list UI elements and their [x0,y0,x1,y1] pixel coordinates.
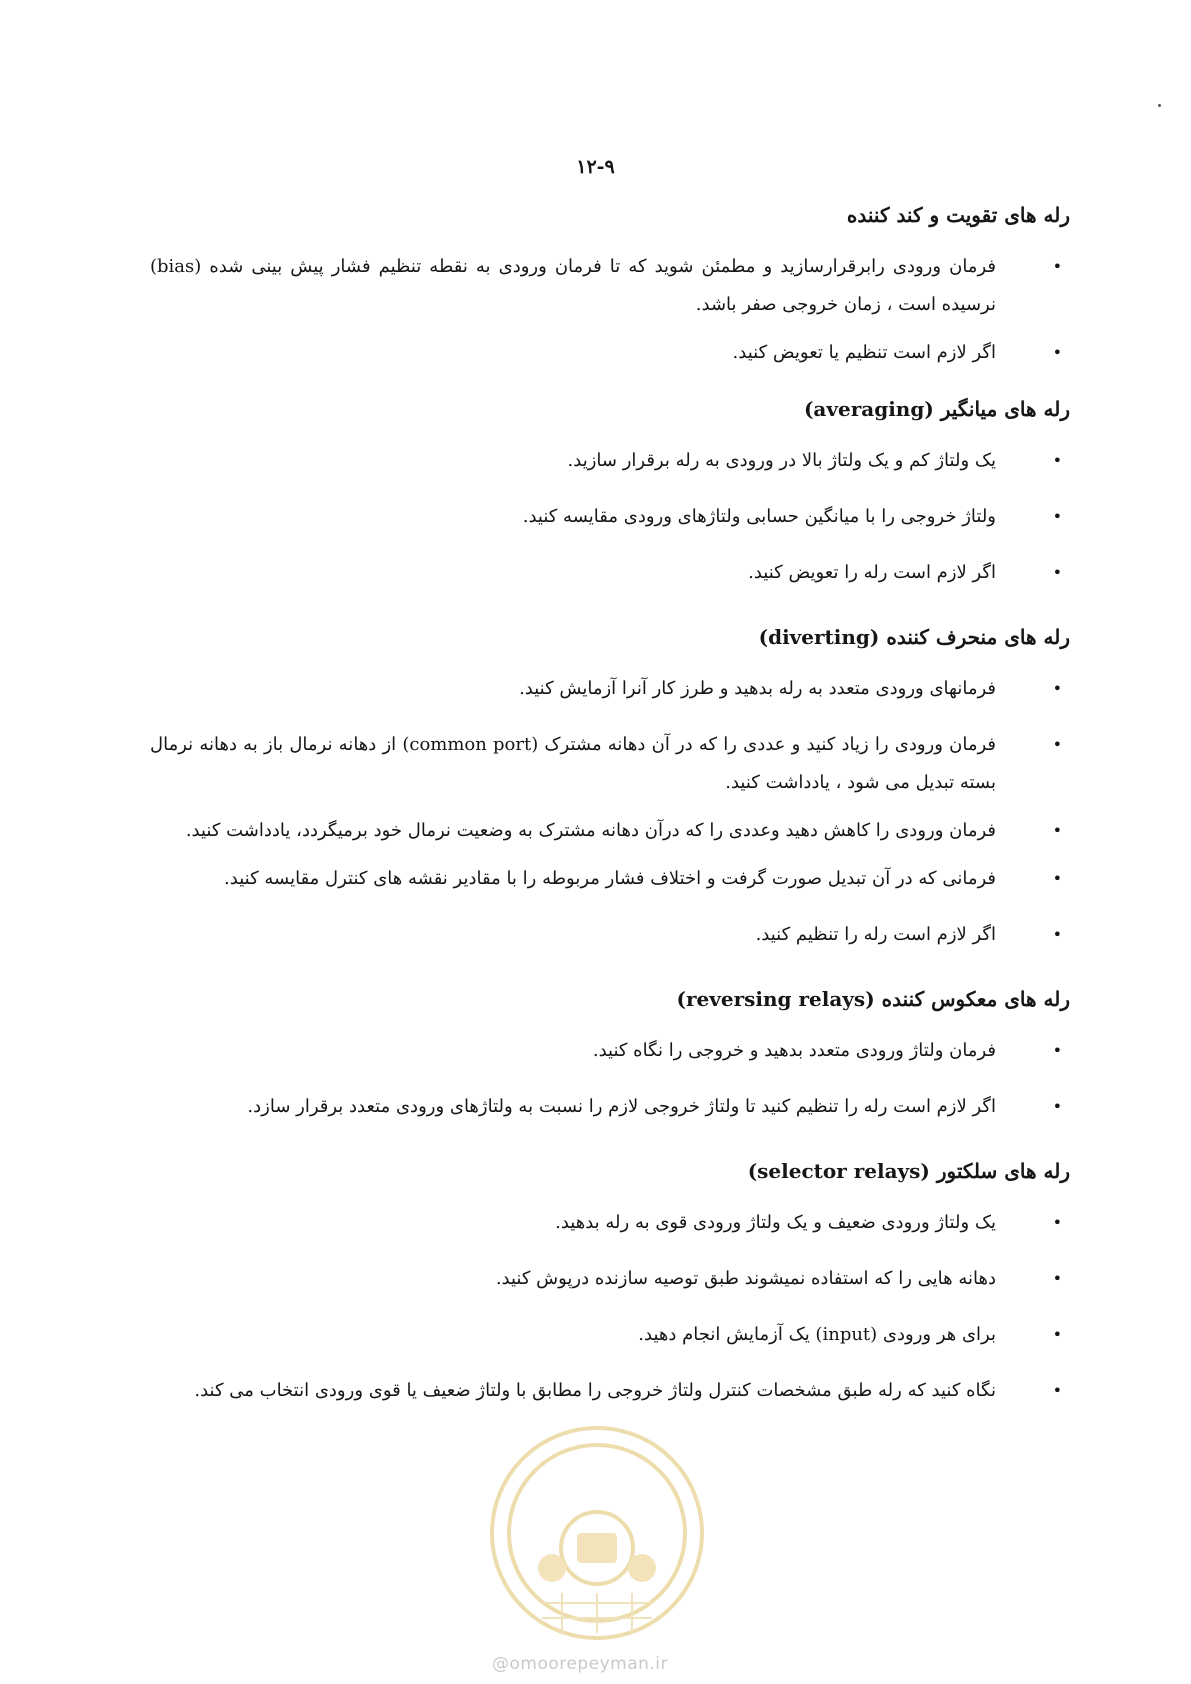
bullet-icon: • [1052,1097,1062,1116]
list-item-text: فرمانی که در آن تبدیل صورت گرفت و اختلاف فشار مربوطه را با مقادیر نقشه های کنترل مقایسه کنید. [224,868,996,889]
section [150,1156,1070,1410]
bullet-icon: • [1052,1213,1062,1232]
bullet-icon: • [1052,1269,1062,1288]
list-item [150,498,1070,536]
section [150,622,1070,954]
page-speck [1158,104,1161,107]
bullet-icon: • [1052,925,1062,944]
list-item [150,1032,1070,1070]
list-item [150,812,1070,850]
bullet-icon: • [1052,451,1062,470]
section-heading: رله های تقویت و کند کننده [846,203,1070,227]
list-item [150,248,1070,324]
bullet-list [150,670,1070,954]
watermark-url [492,1654,668,1674]
list-item [150,860,1070,898]
bullet-icon: • [1052,563,1062,582]
list-item-text: اگر لازم است رله را تنظیم کنید. [755,924,996,945]
list-item [150,726,1070,802]
list-item [150,1088,1070,1126]
section [150,200,1070,372]
bullet-list [150,248,1070,372]
watermark-logo [482,1418,712,1648]
bullet-list [150,1204,1070,1410]
list-item-text: فرمان ورودی را زیاد کنید و عددی را که در آن دهانه مشترک (common port) از دهانه نرمال باز به دهانه نرمال بسته تبدیل می شود ، یادداشت کنید. [150,734,996,793]
section-heading: رله های میانگیر (averaging) [803,397,1070,421]
list-item-text: اگر لازم است رله را تعویض کنید. [748,562,996,583]
list-item-text: اگر لازم است تنظیم یا تعویض کنید. [732,342,996,363]
watermark-url-text: omoorepeyman.ir [509,1654,669,1674]
bullet-icon: • [1052,257,1062,276]
bullet-icon: • [1052,1325,1062,1344]
list-item [150,1316,1070,1354]
list-item [150,442,1070,480]
list-item-text: نگاه کنید که رله طبق مشخصات کنترل ولتاژ خروجی را مطابق با ولتاژ ضعیف یا قوی ورودی انتخاب می کند. [194,1380,996,1401]
list-item-text: یک ولتاژ کم و یک ولتاژ بالا در ورودی به رله برقرار سازید. [567,450,996,471]
list-item [150,1260,1070,1298]
bullet-list [150,442,1070,592]
list-item-text: برای هر ورودی (input) یک آزمایش انجام دهید. [638,1324,996,1345]
list-item-text: ولتاژ خروجی را با میانگین حسابی ولتاژهای ورودی مقایسه کنید. [522,506,996,527]
section-heading: رله های سلکتور (selector relays) [747,1159,1070,1183]
list-item [150,1204,1070,1242]
list-item-text: دهانه هایی را که استفاده نمیشوند طبق توصیه سازنده درپوش کنید. [495,1268,996,1289]
list-item [150,554,1070,592]
bullet-icon: • [1052,343,1062,362]
list-item [150,670,1070,708]
bullet-icon: • [1052,507,1062,526]
section-heading: رله های معکوس کننده (reversing relays) [676,987,1070,1011]
bullet-icon: • [1052,1381,1062,1400]
list-item-text: یک ولتاژ ورودی ضعیف و یک ولتاژ ورودی قوی به رله بدهید. [555,1212,996,1233]
list-item-text: فرمان ولتاژ ورودی متعدد بدهید و خروجی را نگاه کنید. [592,1040,996,1061]
list-item [150,334,1070,372]
page-number: ۱۲-۹ [576,156,615,178]
list-item-text: فرمانهای ورودی متعدد به رله بدهید و طرز کار آنرا آزمایش کنید. [519,678,996,699]
at-icon: @ [492,1654,510,1674]
list-item-text: اگر لازم است رله را تنظیم کنید تا ولتاژ خروجی لازم را نسبت به ولتاژهای ورودی متعدد برقرار سازد. [247,1096,996,1117]
bullet-icon: • [1052,821,1062,840]
list-item [150,1372,1070,1410]
bullet-icon: • [1052,1041,1062,1060]
list-item-text: فرمان ورودی رابرقرارسازید و مطمئن شوید که تا فرمان ورودی به نقطه تنظیم فشار پیش بینی شده (bias) نرسیده است ، زمان خروجی صفر باشد. [150,256,996,315]
bullet-icon: • [1052,679,1062,698]
bullet-list [150,1032,1070,1126]
bullet-icon: • [1052,735,1062,754]
list-item [150,916,1070,954]
section-heading: رله های منحرف کننده (diverting) [758,625,1070,649]
section [150,984,1070,1126]
document-body [150,200,1070,1440]
list-item-text: فرمان ورودی را کاهش دهید وعددی را که درآن دهانه مشترک به وضعیت نرمال خود برمیگردد، یادداشت کنید. [185,820,996,841]
section [150,394,1070,592]
bullet-icon: • [1052,869,1062,888]
